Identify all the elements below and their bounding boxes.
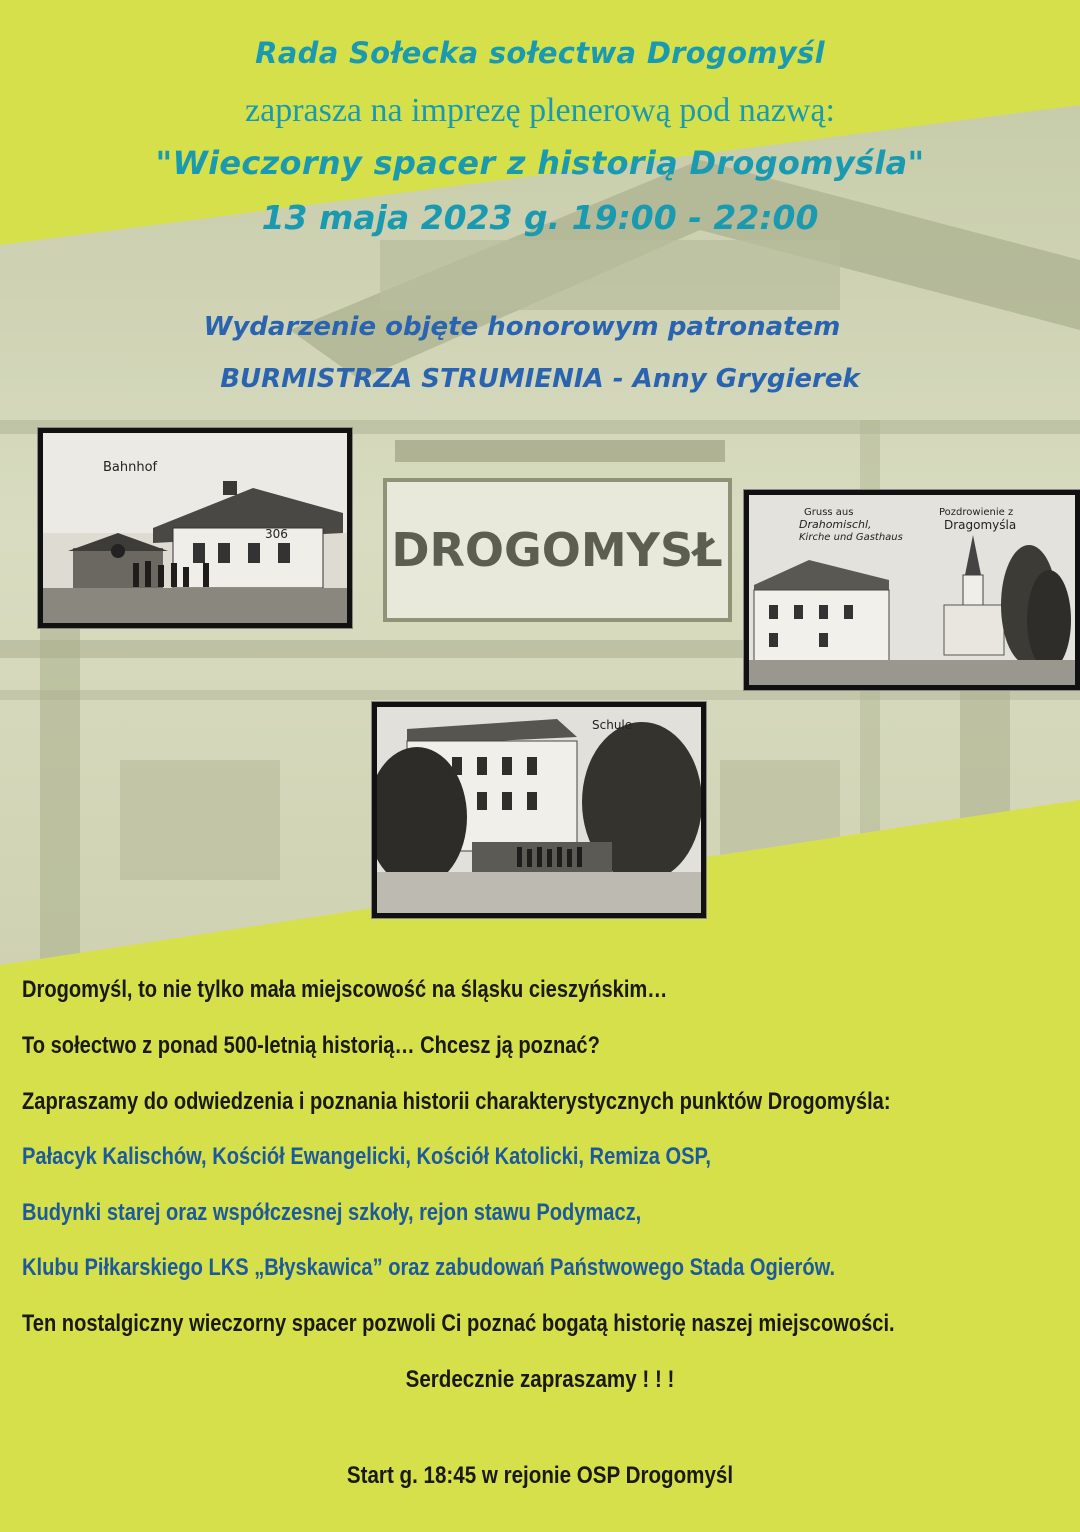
svg-text:Kirche und Gasthaus: Kirche und Gasthaus: [799, 532, 903, 543]
sign-text: DROGOMYSŁ: [391, 523, 723, 577]
body-line-2: To sołectwo z ponad 500-letnią historią… Chcesz ją poznać?: [22, 1032, 600, 1059]
station-number: 306: [265, 527, 288, 541]
organizer-line: Rada Sołecka sołectwa Drogomyśl: [255, 36, 825, 70]
postcard-church: [744, 490, 1080, 690]
svg-text:Drahomischl,: Drahomischl,: [799, 518, 872, 531]
svg-text:Dragomyśla: Dragomyśla: [944, 518, 1017, 532]
postcard-station: [38, 428, 352, 628]
school-caption: Schule: [592, 718, 633, 732]
postcard-school: [372, 702, 706, 918]
places-line-1: Pałacyk Kalischów, Kościół Ewangelicki, Kościół Katolicki, Remiza OSP,: [22, 1143, 711, 1170]
places-line-3: Klubu Piłkarskiego LKS „Błyskawica” oraz zabudowań Państwowego Stada Ogierów.: [22, 1254, 836, 1281]
patron-name: BURMISTRZA STRUMIENIA - Anny Grygierek: [220, 364, 860, 394]
places-line-2: Budynki starej oraz współczesnej szkoły, rejon stawu Podymacz,: [22, 1199, 642, 1226]
svg-text:Gruss aus: Gruss aus: [804, 507, 854, 518]
body-line-3: Zapraszamy do odwiedzenia i poznania historii charakterystycznych punktów Drogomyśla:: [22, 1088, 891, 1115]
closing-line: Serdecznie zapraszamy ! ! !: [405, 1366, 675, 1393]
start-info: Start g. 18:45 w rejonie OSP Drogomyśl: [346, 1462, 734, 1489]
patronage-line: Wydarzenie objęte honorowym patronatem: [203, 312, 841, 342]
station-caption: Bahnhof: [103, 460, 158, 475]
body-line-4: Ten nostalgiczny wieczorny spacer pozwoli Ci poznać bogatą historię naszej miejscowości.: [22, 1310, 895, 1337]
invite-line: zaprasza na imprezę plenerową pod nazwą:: [245, 92, 835, 129]
body-line-1: Drogomyśl, to nie tylko mała miejscowość na śląsku cieszyńskim…: [22, 976, 668, 1003]
svg-text:Pozdrowienie z: Pozdrowienie z: [939, 507, 1014, 518]
event-date: 13 maja 2023 g. 19:00 - 22:00: [261, 198, 819, 237]
event-title: "Wieczorny spacer z historią Drogomyśla": [155, 144, 925, 182]
